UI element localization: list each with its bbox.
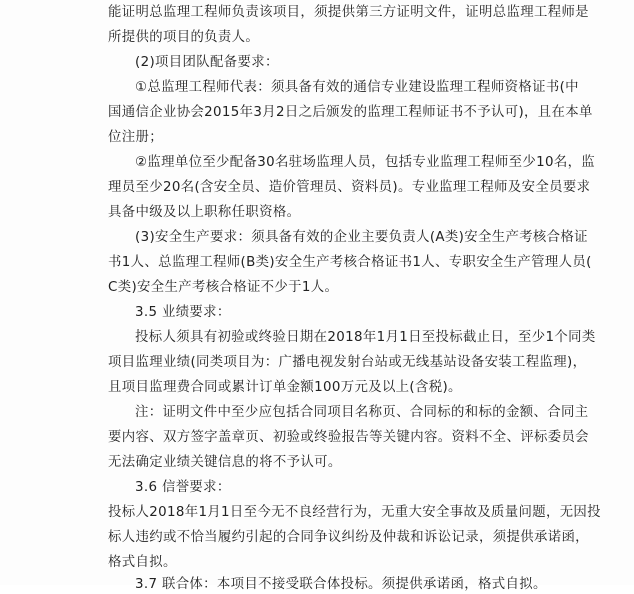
section-heading: (3)安全生产要求：须具备有效的企业主要负责人(A类)安全生产考核合格证 (135, 230, 588, 245)
text-line: ②监理单位至少配备30名驻场监理人员，包括专业监理工程师至少10名，监 (135, 155, 596, 170)
section-heading: (2)项目团队配备要求： (135, 55, 279, 70)
text-line: 理员至少20名(含安全员、造价管理员、资料员)。专业监理工程师及安全员要求 (108, 180, 591, 195)
section-heading: 3.5 业绩要求： (135, 305, 231, 320)
note-line: 要内容、双方签字盖章页、初验或终验报告等关键内容。资料不全、评标委员会 (108, 430, 589, 445)
section-heading: 3.7 联合体：本项目不接受联合体投标。须提供承诺函，格式自拟。 (135, 577, 547, 592)
text-line: 国通信企业协会2015年3月2日之后颁发的监理工程师证书不予认可)，且在本单 (108, 105, 593, 120)
text-line: ①总监理工程师代表：须具备有效的通信专业建设监理工程师资格证书(中 (135, 80, 579, 95)
text-line: 格式自拟。 (108, 555, 177, 570)
section-heading: 3.6 信誉要求： (135, 480, 231, 495)
text-line: 标人违约或不恰当履约引起的合同争议纠纷及仲裁和诉讼记录，须提供承诺函， (108, 530, 589, 545)
text-line: 具备中级及以上职称任职资格。 (108, 205, 301, 220)
note-line: 注：证明文件中至少应包括合同项目名称页、合同标的和标的金额、合同主 (135, 405, 589, 420)
text-line: 位注册； (108, 130, 163, 145)
text-line: 所提供的项目的负责人。 (108, 30, 260, 45)
note-line: 无法确定业绩关键信息的将不予认可。 (108, 455, 342, 470)
text-line: 投标人须具有初验或终验日期在2018年1月1日至投标截止日，至少1个同类 (135, 330, 596, 345)
text-line: C类)安全生产考核合格证不少于1人。 (108, 280, 339, 295)
text-line: 项目监理业绩(同类项目为：广播电视发射台站或无线基站设备安装工程监理)， (108, 355, 587, 370)
text-line: 书1人、总监理工程师(B类)安全生产考核合格证书1人、专职安全生产管理人员( (108, 255, 592, 270)
text-line: 能证明总监理工程师负责该项目，须提供第三方证明文件，证明总监理工程师是 (108, 5, 589, 20)
text-line: 投标人2018年1月1日至今无不良经营行为，无重大安全事故及质量问题，无因投 (108, 505, 601, 520)
text-line: 且项目监理费合同或累计订单金额100万元及以上(含税)。 (108, 380, 462, 395)
